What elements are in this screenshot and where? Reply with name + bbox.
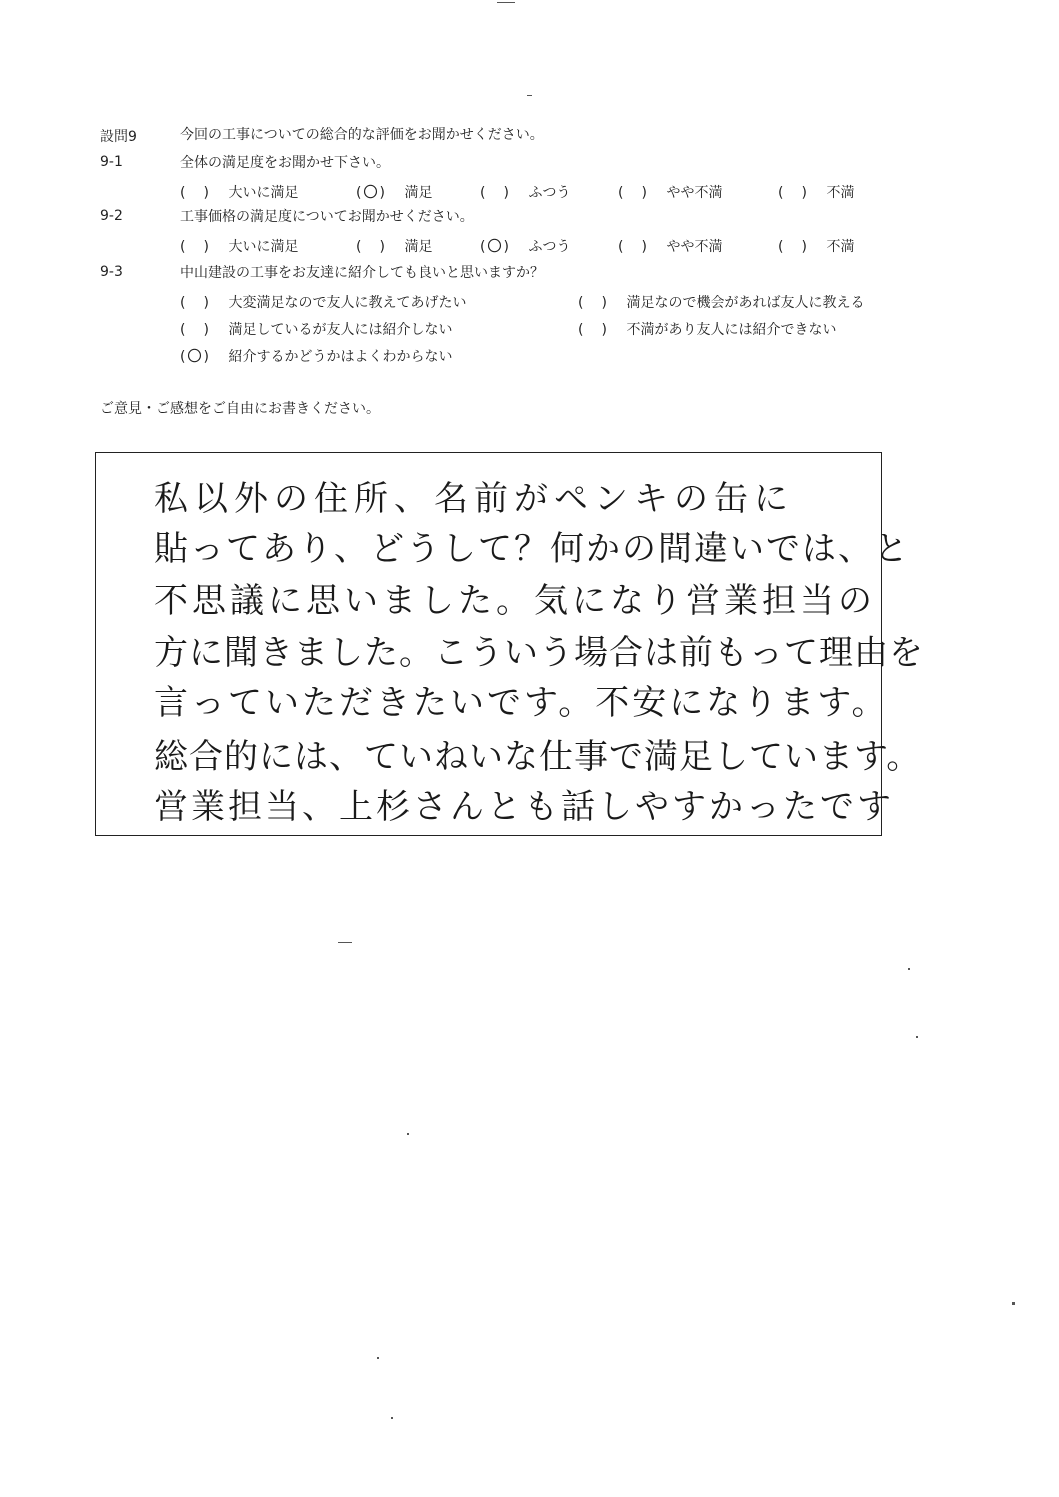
handwritten-line-6: 総合的には、ていねいな仕事で満足しています。 <box>154 737 922 777</box>
handwritten-line-2: 貼ってあり、どうして？何かの間違いでは、と <box>154 529 910 569</box>
q9-1-option-4-label: やや不満 <box>666 185 723 201</box>
question-9-3-text: 中山建設の工事をお友達に紹介しても良いと思いますか？ <box>180 265 544 281</box>
handwritten-line-7: 営業担当、上杉さんとも話しやすかったです <box>154 787 894 827</box>
q9-1-option-1[interactable]: ( ) 大いに満足 <box>180 185 299 201</box>
handwritten-line-3: 不思議に思いました。気になり営業担当の <box>154 581 876 621</box>
q9-2-option-2-label: 満足 <box>404 239 433 255</box>
question-9-number: 設問9 <box>100 129 137 145</box>
scan-speck <box>527 95 532 96</box>
comments-prompt: ご意見・ご感想をご自由にお書きください。 <box>100 401 380 417</box>
q9-2-option-1-label: 大いに満足 <box>228 239 299 255</box>
q9-2-option-5[interactable]: ( ) 不満 <box>778 239 855 255</box>
scan-speck <box>407 1133 409 1135</box>
q9-3-option-3-label: 満足しているが友人には紹介しない <box>228 322 453 338</box>
q9-3-option-5[interactable]: ( 〇 ) 紹介するかどうかはよくわからない <box>180 346 452 366</box>
scan-speck <box>908 968 910 970</box>
comments-box[interactable] <box>95 452 924 836</box>
q9-1-option-1-label: 大いに満足 <box>228 185 299 201</box>
q9-2-option-3-label: ふつう <box>528 239 571 255</box>
q9-3-option-5-label: 紹介するかどうかはよくわからない <box>228 349 453 365</box>
scan-speck <box>916 1036 918 1038</box>
q9-1-option-4[interactable]: ( ) やや不満 <box>618 185 723 201</box>
q9-1-option-5-label: 不満 <box>826 185 855 201</box>
q9-1-option-5[interactable]: ( ) 不満 <box>778 185 855 201</box>
question-9-2-text: 工事価格の満足度についてお聞かせください。 <box>180 209 474 225</box>
q9-2-option-2[interactable]: ( ) 満足 <box>356 239 433 255</box>
question-9-1-text: 全体の満足度をお聞かせ下さい。 <box>180 155 390 171</box>
q9-1-option-3-label: ふつう <box>528 185 571 201</box>
q9-1-option-2-mark: 〇 <box>363 185 378 201</box>
q9-2-option-1[interactable]: ( ) 大いに満足 <box>180 239 299 255</box>
q9-3-option-1[interactable]: ( ) 大変満足なので友人に教えてあげたい <box>180 295 467 311</box>
scan-speck <box>497 2 515 3</box>
handwritten-line-5: 言っていただきたいです。不安になります。 <box>154 683 889 723</box>
scan-speck <box>1012 1302 1015 1305</box>
scan-speck <box>391 1417 393 1419</box>
q9-2-option-5-label: 不満 <box>826 239 855 255</box>
q9-3-option-5-mark: 〇 <box>187 349 202 365</box>
question-9-3-number: 9-3 <box>100 264 123 280</box>
q9-3-option-3[interactable]: ( ) 満足しているが友人には紹介しない <box>180 322 453 338</box>
q9-2-option-4-label: やや不満 <box>666 239 723 255</box>
q9-2-option-4[interactable]: ( ) やや不満 <box>618 239 723 255</box>
question-9-1-number: 9-1 <box>100 154 123 170</box>
question-9-text: 今回の工事についての総合的な評価をお聞かせください。 <box>180 127 544 143</box>
q9-3-option-4-label: 不満があり友人には紹介できない <box>626 322 837 338</box>
scan-speck <box>377 1357 379 1359</box>
handwritten-line-4: 方に聞きました。こういう場合は前もって理由を <box>154 633 924 673</box>
scan-speck <box>338 942 352 943</box>
q9-1-option-3[interactable]: ( ) ふつう <box>480 185 571 201</box>
q9-1-option-2-label: 満足 <box>404 185 433 201</box>
q9-3-option-1-label: 大変満足なので友人に教えてあげたい <box>228 295 467 311</box>
q9-2-option-3-mark: 〇 <box>487 239 502 255</box>
q9-3-option-2-label: 満足なので機会があれば友人に教える <box>626 295 865 311</box>
q9-3-option-4[interactable]: ( ) 不満があり友人には紹介できない <box>578 322 837 338</box>
q9-2-option-3[interactable]: ( 〇 ) ふつう <box>480 236 570 256</box>
question-9-2-number: 9-2 <box>100 208 123 224</box>
q9-1-option-2[interactable]: ( 〇 ) 満足 <box>356 182 432 202</box>
q9-3-option-2[interactable]: ( ) 満足なので機会があれば友人に教える <box>578 295 865 311</box>
handwritten-line-1: 私以外の住所、名前がペンキの缶に <box>154 479 794 519</box>
